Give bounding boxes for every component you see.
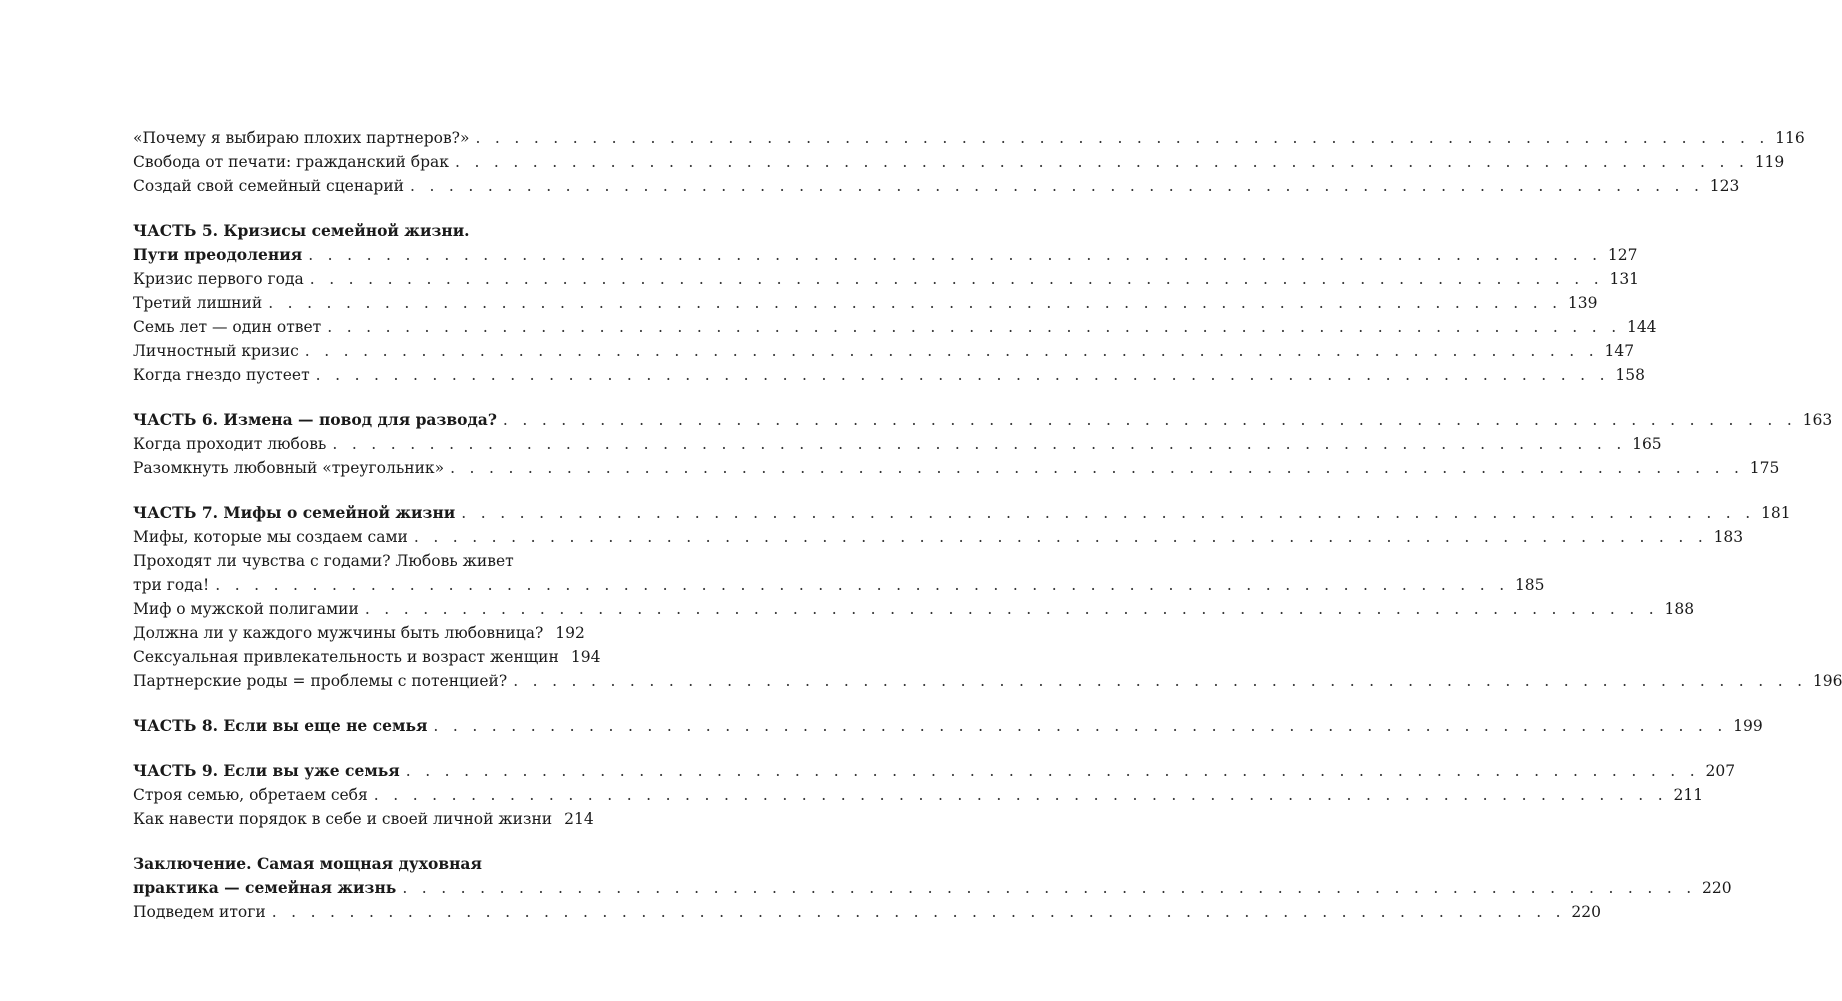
- toc-entry: Должна ли у каждого мужчины быть любовница? 192: [133, 624, 585, 642]
- toc-entry: Строя семью, обретаем себя . . . . . . . . . . . . . . . . . . . . . . . . . . . . . . . . . . . . . . . . . . . . . . . . . . . . . . . . . . . . . . . . . . . 211: [133, 786, 1704, 804]
- part-heading: Заключение. Самая мощная духовная: [133, 854, 482, 873]
- toc-entry: Как навести порядок в себе и своей личной жизни 214: [133, 810, 594, 828]
- table-of-contents: [133, 126, 1842, 924]
- toc-entry-line: Проходят ли чувства с годами? Любовь живет: [133, 552, 514, 570]
- toc-entry: Миф о мужской полигамии . . . . . . . . . . . . . . . . . . . . . . . . . . . . . . . . . . . . . . . . . . . . . . . . . . . . . . . . . . . . . . . . . . . 188: [133, 600, 1695, 618]
- part-heading-entry: ЧАСТЬ 9. Если вы уже семья . . . . . . . . . . . . . . . . . . . . . . . . . . . . . . . . . . . . . . . . . . . . . . . . . . . . . . . . . . . . . . . . . . . 207: [133, 761, 1736, 780]
- toc-entry: Третий лишний . . . . . . . . . . . . . . . . . . . . . . . . . . . . . . . . . . . . . . . . . . . . . . . . . . . . . . . . . . . . . . . . . . . 139: [133, 294, 1598, 312]
- toc-entry: Личностный кризис . . . . . . . . . . . . . . . . . . . . . . . . . . . . . . . . . . . . . . . . . . . . . . . . . . . . . . . . . . . . . . . . . . . 147: [133, 342, 1635, 360]
- toc-entry: «Почему я выбираю плохих партнеров?» . . . . . . . . . . . . . . . . . . . . . . . . . . . . . . . . . . . . . . . . . . . . . . . . . . . . . . . . . . . . . . . . . . . 116: [133, 129, 1805, 147]
- part-heading-entry: практика — семейная жизнь . . . . . . . . . . . . . . . . . . . . . . . . . . . . . . . . . . . . . . . . . . . . . . . . . . . . . . . . . . . . . . . . . . . 220: [133, 878, 1732, 897]
- toc-entry: Партнерские роды = проблемы с потенцией? . . . . . . . . . . . . . . . . . . . . . . . . . . . . . . . . . . . . . . . . . . . . . . . . . . . . . . . . . . . . . . . . . . . 196: [133, 672, 1842, 690]
- toc-entry: Когда проходит любовь . . . . . . . . . . . . . . . . . . . . . . . . . . . . . . . . . . . . . . . . . . . . . . . . . . . . . . . . . . . . . . . . . . . 165: [133, 435, 1662, 453]
- part-heading-entry: ЧАСТЬ 8. Если вы еще не семья . . . . . . . . . . . . . . . . . . . . . . . . . . . . . . . . . . . . . . . . . . . . . . . . . . . . . . . . . . . . . . . . . . . 199: [133, 716, 1763, 735]
- toc-entry: Создай свой семейный сценарий . . . . . . . . . . . . . . . . . . . . . . . . . . . . . . . . . . . . . . . . . . . . . . . . . . . . . . . . . . . . . . . . . . . 123: [133, 177, 1740, 195]
- toc-entry: Когда гнездо пустеет . . . . . . . . . . . . . . . . . . . . . . . . . . . . . . . . . . . . . . . . . . . . . . . . . . . . . . . . . . . . . . . . . . . 158: [133, 366, 1645, 384]
- toc-entry: три года! . . . . . . . . . . . . . . . . . . . . . . . . . . . . . . . . . . . . . . . . . . . . . . . . . . . . . . . . . . . . . . . . . . . 185: [133, 576, 1545, 594]
- toc-entry: Семь лет — один ответ . . . . . . . . . . . . . . . . . . . . . . . . . . . . . . . . . . . . . . . . . . . . . . . . . . . . . . . . . . . . . . . . . . . 144: [133, 318, 1657, 336]
- part-heading: ЧАСТЬ 5. Кризисы семейной жизни.: [133, 221, 470, 240]
- part-heading-entry: ЧАСТЬ 6. Измена — повод для развода? . . . . . . . . . . . . . . . . . . . . . . . . . . . . . . . . . . . . . . . . . . . . . . . . . . . . . . . . . . . . . . . . . . . 163: [133, 410, 1833, 429]
- part-heading-entry: ЧАСТЬ 7. Мифы о семейной жизни . . . . . . . . . . . . . . . . . . . . . . . . . . . . . . . . . . . . . . . . . . . . . . . . . . . . . . . . . . . . . . . . . . . 181: [133, 503, 1791, 522]
- toc-entry: Подведем итоги . . . . . . . . . . . . . . . . . . . . . . . . . . . . . . . . . . . . . . . . . . . . . . . . . . . . . . . . . . . . . . . . . . . 220: [133, 903, 1601, 921]
- toc-entry: Свобода от печати: гражданский брак . . . . . . . . . . . . . . . . . . . . . . . . . . . . . . . . . . . . . . . . . . . . . . . . . . . . . . . . . . . . . . . . . . . 119: [133, 153, 1785, 171]
- toc-entry: Сексуальная привлекательность и возраст женщин 194: [133, 648, 601, 666]
- toc-entry: Кризис первого года . . . . . . . . . . . . . . . . . . . . . . . . . . . . . . . . . . . . . . . . . . . . . . . . . . . . . . . . . . . . . . . . . . . 131: [133, 270, 1640, 288]
- toc-entry: Мифы, которые мы создаем сами . . . . . . . . . . . . . . . . . . . . . . . . . . . . . . . . . . . . . . . . . . . . . . . . . . . . . . . . . . . . . . . . . . . 183: [133, 528, 1744, 546]
- toc-entry: Разомкнуть любовный «треугольник» . . . . . . . . . . . . . . . . . . . . . . . . . . . . . . . . . . . . . . . . . . . . . . . . . . . . . . . . . . . . . . . . . . . 175: [133, 459, 1780, 477]
- part-heading-entry: Пути преодоления . . . . . . . . . . . . . . . . . . . . . . . . . . . . . . . . . . . . . . . . . . . . . . . . . . . . . . . . . . . . . . . . . . . 127: [133, 245, 1638, 264]
